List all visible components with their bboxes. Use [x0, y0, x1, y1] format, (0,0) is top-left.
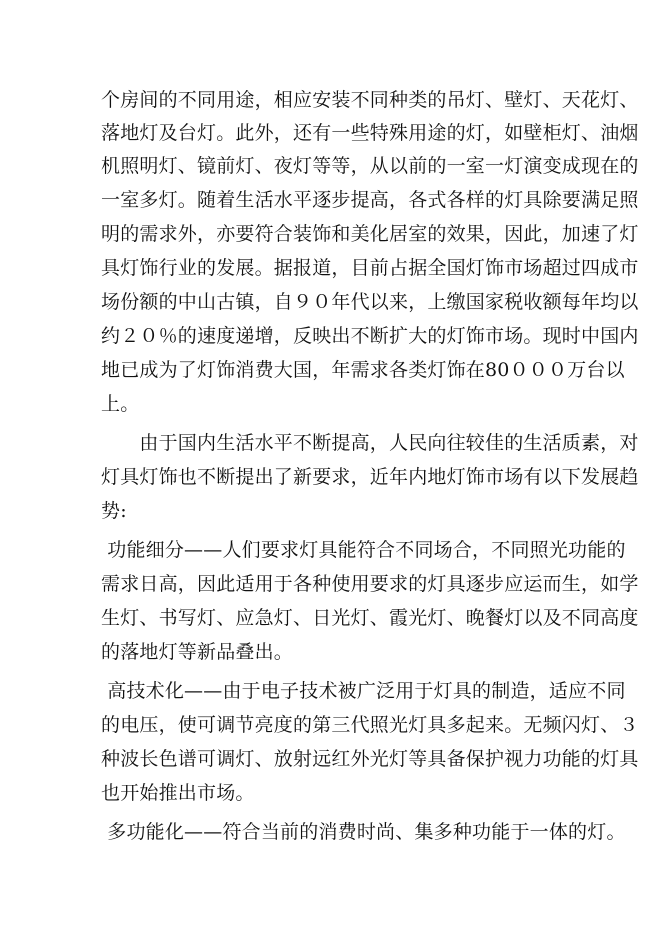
text-line: 上。	[101, 393, 140, 415]
text-line: 个房间的不同用途，相应安装不同种类的吊灯、壁灯、天花灯、	[101, 89, 639, 111]
text-line: 的落地灯等新品叠出。	[101, 641, 294, 663]
text-line: 机照明灯、镜前灯、夜灯等等，从以前的一室一灯演变成现在的	[101, 155, 639, 177]
text-line: 由于国内生活水平不断提高，人民向往较佳的生活质素，对	[101, 432, 639, 454]
text-line: 一室多灯。随着生活水平逐步提高，各式各样的灯具除要满足照	[101, 189, 639, 211]
text-line: 生灯、书写灯、应急灯、日光灯、霞光灯、晚餐灯以及不同高度	[101, 607, 639, 629]
text-line: 场份额的中山古镇，自９０年代以来，上缴国家税收额每年均以	[101, 291, 639, 313]
text-line: 明的需求外，亦要符合装饰和美化居室的效果，因此，加速了灯	[101, 223, 639, 245]
text-line: 具灯饰行业的发展。据报道，目前占据全国灯饰市场超过四成市	[101, 257, 639, 279]
text-line: 需求日高，因此适用于各种使用要求的灯具逐步应运而生，如学	[101, 573, 639, 595]
text-line: 的电压，使可调节亮度的第三代照光灯具多起来。无频闪灯、３	[101, 714, 639, 736]
text-line: 也开始推出市场。	[101, 782, 255, 804]
text-line: 高技术化——由于电子技术被广泛用于灯具的制造，适应不同	[101, 680, 626, 702]
text-line: 灯具灯饰也不断提出了新要求，近年内地灯饰市场有以下发展趋	[101, 466, 639, 488]
text-line: 地已成为了灯饰消费大国，年需求各类灯饰在80０００万台以	[101, 359, 625, 381]
text-line: 势:	[101, 500, 127, 522]
text-line: 功能细分——人们要求灯具能符合不同场合，不同照光功能的	[101, 539, 626, 561]
text-line: 落地灯及台灯。此外，还有一些特殊用途的灯，如壁柜灯、油烟	[101, 122, 639, 144]
text-line: 多功能化——符合当前的消费时尚、集多种功能于一体的灯。	[101, 821, 626, 843]
text-line: 约２０％的速度递增，反映出不断扩大的灯饰市场。现时中国内	[101, 325, 639, 347]
text-line: 种波长色谱可调灯、放射远红外光灯等具备保护视力功能的灯具	[101, 748, 639, 770]
